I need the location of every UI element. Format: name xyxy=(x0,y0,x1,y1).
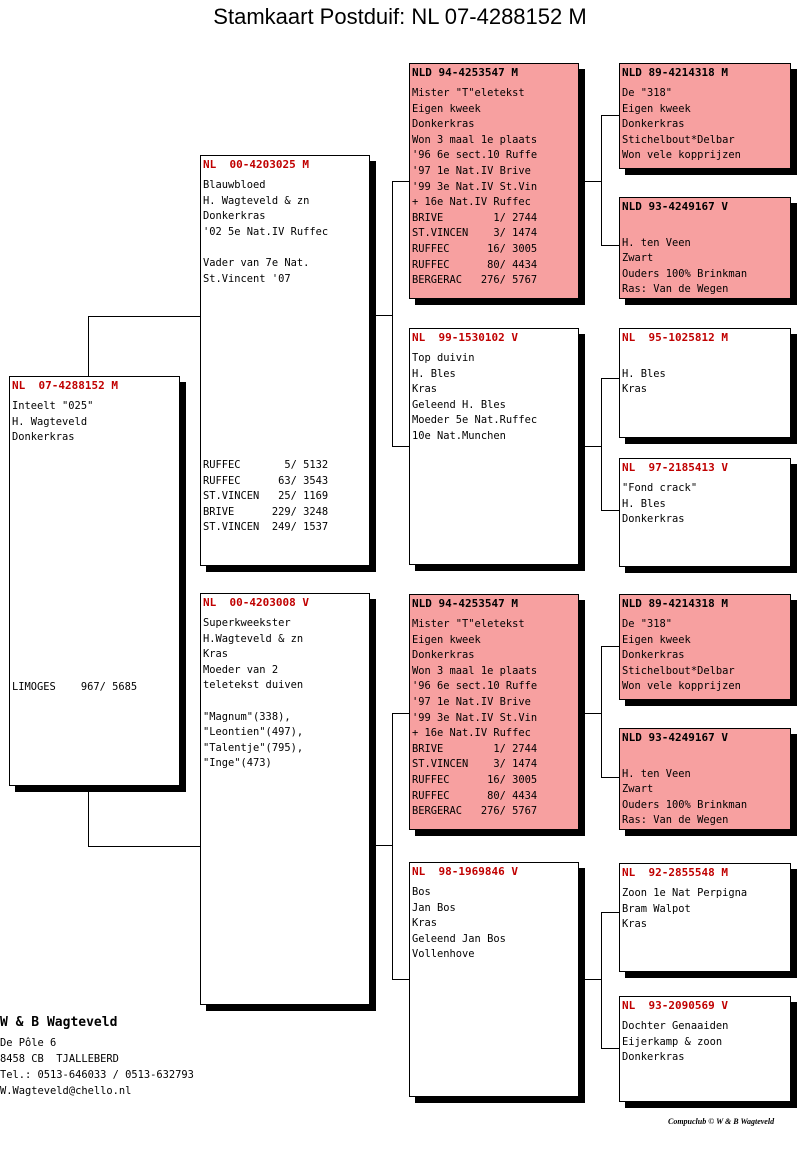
info-line: BRIVE 229/ 3248 xyxy=(203,505,329,518)
info-line: '96 6e sect.10 Ruffe xyxy=(412,149,538,162)
ring-number: NLD 89-4214318 M xyxy=(622,66,728,79)
info-line: Won vele kopprijzen xyxy=(622,149,741,162)
connector xyxy=(392,181,393,446)
info-line: Kras xyxy=(412,917,438,930)
info-line: Moeder 5e Nat.Ruffec xyxy=(412,414,538,427)
info-line: H. Bles xyxy=(622,367,666,380)
connector xyxy=(601,777,619,778)
info-line: RUFFEC 16/ 3005 xyxy=(412,242,538,255)
info-line: Vader van 7e Nat. xyxy=(203,256,310,269)
info-line: '97 1e Nat.IV Brive xyxy=(412,695,531,708)
info-line: Donkerkras xyxy=(622,649,685,662)
info-line: Mister "T"eletekst xyxy=(412,618,525,630)
info-line: Ras: Van de Wegen xyxy=(622,814,729,827)
info-line: RUFFEC 80/ 4434 xyxy=(412,789,538,802)
connector xyxy=(369,845,392,846)
ring-number: NL 93-2090569 V xyxy=(622,999,728,1012)
info-line: Ouders 100% Brinkman xyxy=(622,267,748,280)
race-results xyxy=(203,458,328,536)
connector xyxy=(392,713,409,714)
pigeon-info xyxy=(622,617,741,695)
owner-info xyxy=(0,1015,194,1099)
info-line: Bos xyxy=(412,886,431,898)
info-line xyxy=(622,751,747,767)
pigeon-info xyxy=(412,617,537,820)
info-line: Blauwbloed xyxy=(203,179,266,191)
info-line: '97 1e Nat.IV Brive xyxy=(412,164,531,177)
connector xyxy=(601,646,602,777)
info-line: Geleend Jan Bos xyxy=(412,932,506,945)
pigeon-info xyxy=(412,351,537,445)
granddam-maternal-card xyxy=(409,862,579,1097)
info-line: H. Bles xyxy=(412,367,456,380)
connector xyxy=(601,115,602,245)
ancestor-dds-card xyxy=(619,863,791,972)
connector xyxy=(392,181,409,182)
info-line xyxy=(622,220,747,236)
info-line: H. ten Veen xyxy=(622,236,691,249)
info-line: Donkerkras xyxy=(12,431,75,444)
info-line: ST.VINCEN 249/ 1537 xyxy=(203,521,329,534)
connector xyxy=(578,446,601,447)
info-line: Top duivin xyxy=(412,352,475,364)
info-line: teletekst duiven xyxy=(203,679,304,692)
info-line: Donkerkras xyxy=(412,118,475,131)
info-line: "Magnum"(338), xyxy=(203,710,291,723)
connector xyxy=(392,713,393,979)
ring-number: NL 99-1530102 V xyxy=(412,331,518,344)
ancestor-ddd-card xyxy=(619,996,791,1102)
info-line: Zwart xyxy=(622,252,654,265)
connector xyxy=(601,510,619,511)
info-line: "Talentje"(795), xyxy=(203,741,304,754)
owner-name: W & B Wagteveld xyxy=(0,1015,118,1030)
connector xyxy=(88,316,201,317)
info-line: 10e Nat.Munchen xyxy=(412,429,506,442)
pigeon-info xyxy=(203,616,303,772)
info-line: Donkerkras xyxy=(622,118,685,131)
connector xyxy=(392,446,409,447)
pigeon-info xyxy=(622,751,747,829)
info-line: BRIVE 1/ 2744 xyxy=(412,742,538,755)
pigeon-info xyxy=(622,351,666,398)
info-line: '02 5e Nat.IV Ruffec xyxy=(203,225,329,238)
subject-card xyxy=(9,376,180,786)
owner-phone: Tel.: 0513-646033 / 0513-632793 xyxy=(0,1069,194,1081)
connector xyxy=(578,979,601,980)
info-line: H. ten Veen xyxy=(622,767,691,780)
connector xyxy=(578,713,601,714)
connector xyxy=(601,912,619,913)
ring-number: NL 00-4203025 M xyxy=(203,158,309,171)
info-line: "Leontien"(497), xyxy=(203,726,304,739)
connector xyxy=(88,846,201,847)
info-line: '99 3e Nat.IV St.Vin xyxy=(412,180,538,193)
connector xyxy=(601,646,619,647)
ring-number: NLD 93-4249167 V xyxy=(622,731,728,744)
ring-number: NLD 94-4253547 M xyxy=(412,597,518,610)
info-line: Donkerkras xyxy=(203,210,266,223)
dam-card xyxy=(200,593,370,1005)
info-line: H. Wagteveld & zn xyxy=(203,194,310,207)
connector xyxy=(601,378,602,510)
info-line: ST.VINCEN 3/ 1474 xyxy=(412,227,538,240)
pigeon-info xyxy=(622,86,741,164)
ring-number: NL 95-1025812 M xyxy=(622,331,728,344)
connector xyxy=(369,315,392,316)
info-line: Bram Walpot xyxy=(622,902,691,915)
info-line: Geleend H. Bles xyxy=(412,398,506,411)
connector xyxy=(601,1048,619,1049)
info-line: St.Vincent '07 xyxy=(203,272,291,285)
info-line xyxy=(622,351,666,367)
ring-number: NL 00-4203008 V xyxy=(203,596,309,609)
info-line: LIMOGES 967/ 5685 xyxy=(12,681,138,693)
info-line: Eijerkamp & zoon xyxy=(622,1035,723,1048)
info-line: Eigen kweek xyxy=(622,102,691,115)
info-line: Kras xyxy=(203,648,229,661)
info-line: RUFFEC 16/ 3005 xyxy=(412,773,538,786)
info-line: '96 6e sect.10 Ruffe xyxy=(412,680,538,693)
pigeon-info xyxy=(203,178,328,287)
pigeon-info xyxy=(622,220,747,298)
connector xyxy=(88,316,89,376)
granddam-paternal-card xyxy=(409,328,579,565)
pigeon-info xyxy=(622,1019,728,1066)
info-line: BRIVE 1/ 2744 xyxy=(412,211,538,224)
info-line: Inteelt "025" xyxy=(12,400,94,412)
info-line: + 16e Nat.IV Ruffec xyxy=(412,196,531,209)
info-line: RUFFEC 80/ 4434 xyxy=(412,258,538,271)
info-line: Kras xyxy=(622,918,648,931)
info-line: "Inge"(473) xyxy=(203,757,272,770)
info-line: Jan Bos xyxy=(412,901,456,914)
info-line: + 16e Nat.IV Ruffec xyxy=(412,727,531,740)
connector xyxy=(392,979,409,980)
info-line: H. Bles xyxy=(622,497,666,510)
info-line: Won vele kopprijzen xyxy=(622,680,741,693)
pigeon-info xyxy=(622,886,747,933)
info-line: Donkerkras xyxy=(622,513,685,526)
info-line: De "318" xyxy=(622,618,673,630)
info-line: "Fond crack" xyxy=(622,482,698,494)
info-line: Stichelbout*Delbar xyxy=(622,133,735,146)
connector xyxy=(601,115,619,116)
ring-number: NLD 89-4214318 M xyxy=(622,597,728,610)
info-line: De "318" xyxy=(622,87,673,99)
info-line: Superkweekster xyxy=(203,617,291,629)
connector xyxy=(578,181,601,182)
info-line: Kras xyxy=(622,383,648,396)
ancestor-sds-card xyxy=(619,328,791,438)
ring-number: NL 97-2185413 V xyxy=(622,461,728,474)
ancestor-dsd-card xyxy=(619,728,791,830)
info-line: ST.VINCEN 25/ 1169 xyxy=(203,490,329,503)
info-line: Donkerkras xyxy=(622,1051,685,1064)
connector xyxy=(601,378,619,379)
pigeon-info xyxy=(412,86,537,289)
info-line: BERGERAC 276/ 5767 xyxy=(412,805,538,818)
page-title: Stamkaart Postduif: NL 07-4288152 M xyxy=(213,4,587,29)
info-line: Eigen kweek xyxy=(622,633,691,646)
info-line: Zwart xyxy=(622,783,654,796)
ring-number: NL 92-2855548 M xyxy=(622,866,728,879)
info-line: Eigen kweek xyxy=(412,633,481,646)
ancestor-dss-card xyxy=(619,594,791,700)
info-line: Won 3 maal 1e plaats xyxy=(412,133,538,146)
info-line: Mister "T"eletekst xyxy=(412,87,525,99)
info-line: Moeder van 2 xyxy=(203,663,279,676)
info-line: H. Wagteveld xyxy=(12,415,88,428)
ancestor-sss-card xyxy=(619,63,791,169)
owner-address-line: 8458 CB TJALLEBERD xyxy=(0,1053,119,1065)
ring-number: NLD 93-4249167 V xyxy=(622,200,728,213)
info-line: ST.VINCEN 3/ 1474 xyxy=(412,758,538,771)
info-line: '99 3e Nat.IV St.Vin xyxy=(412,711,538,724)
pigeon-info xyxy=(622,481,697,528)
info-line: Kras xyxy=(412,383,438,396)
connector xyxy=(601,912,602,1048)
owner-email: W.Wagteveld@chello.nl xyxy=(0,1085,132,1097)
pigeon-info xyxy=(412,885,506,963)
ring-number: NL 98-1969846 V xyxy=(412,865,518,878)
ring-number: NLD 94-4253547 M xyxy=(412,66,518,79)
info-line: Vollenhove xyxy=(412,948,475,961)
connector xyxy=(88,785,89,846)
sire-card xyxy=(200,155,370,566)
grandsire-paternal-card xyxy=(409,63,579,299)
info-line: Stichelbout*Delbar xyxy=(622,664,735,677)
info-line: RUFFEC 63/ 3543 xyxy=(203,474,329,487)
info-line: Dochter Genaaiden xyxy=(622,1020,729,1032)
race-results xyxy=(12,680,137,696)
grandsire-maternal-card xyxy=(409,594,579,830)
info-line xyxy=(203,694,303,710)
owner-address-line: De Pôle 6 xyxy=(0,1037,57,1049)
info-line: Ras: Van de Wegen xyxy=(622,283,729,296)
info-line xyxy=(203,240,328,256)
connector xyxy=(601,245,619,246)
info-line: BERGERAC 276/ 5767 xyxy=(412,274,538,287)
ancestor-sdd-card xyxy=(619,458,791,567)
info-line: Zoon 1e Nat Perpigna xyxy=(622,887,748,899)
ancestor-ssd-card xyxy=(619,197,791,299)
pigeon-info xyxy=(12,399,93,446)
info-line: RUFFEC 5/ 5132 xyxy=(203,459,329,471)
info-line: Donkerkras xyxy=(412,649,475,662)
info-line: Ouders 100% Brinkman xyxy=(622,798,748,811)
info-line: H.Wagteveld & zn xyxy=(203,632,304,645)
ring-number: NL 07-4288152 M xyxy=(12,379,118,392)
info-line: Eigen kweek xyxy=(412,102,481,115)
info-line: Won 3 maal 1e plaats xyxy=(412,664,538,677)
footer-credit: Compuclub © W & B Wagteveld xyxy=(668,1117,775,1126)
